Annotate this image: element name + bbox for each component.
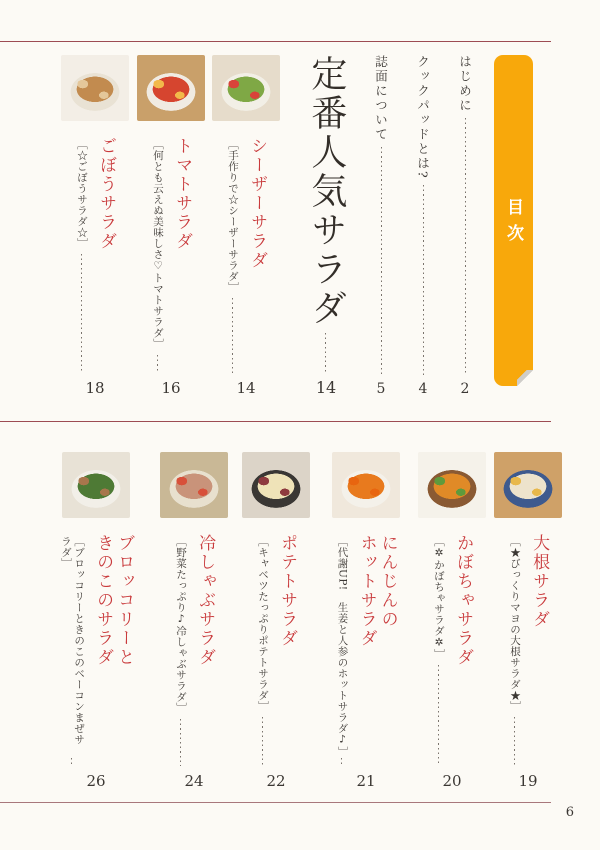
recipe-title-line: 冷しゃぶサラダ	[195, 534, 216, 667]
carrot-hot-salad-photo	[332, 452, 400, 518]
recipe-page-number: 26	[86, 772, 106, 790]
caesar-salad-photo	[212, 55, 280, 121]
recipe-title-line: 大根サラダ	[529, 534, 550, 629]
recipe-title-line: かぼちゃサラダ	[453, 534, 474, 667]
broccoli-mushroom-salad-photo	[62, 452, 130, 518]
chapter-page-number: 14	[315, 378, 337, 397]
toc-entry	[296, 55, 356, 397]
recipe-subtitle: ［野菜たっぷり♪冷しゃぶサラダ］	[175, 536, 188, 714]
recipe-title	[451, 534, 472, 766]
recipe-title	[527, 534, 548, 766]
toc-entry-title: はじめに	[457, 55, 473, 113]
recipe-text-columns	[59, 534, 133, 766]
recipe-title-line: にんじんの	[377, 534, 398, 629]
recipe-page-number: 19	[518, 772, 538, 790]
recipe-title-line: ブロッコリーと	[114, 534, 135, 667]
recipe-subtitle: ［手作りで☆シーザーサラダ］	[227, 139, 240, 293]
recipe-title-line: きのこのサラダ	[93, 534, 114, 667]
recipe-title-line: ホットサラダ	[356, 534, 377, 648]
dotted-leader	[262, 717, 263, 766]
toc-entry-page-number: 2	[460, 381, 470, 397]
toc-section-top	[40, 55, 480, 397]
recipe-subtitle: ［ブロッコリーときのこのベーコンまぜサラダ］	[59, 536, 86, 745]
recipe-page-number: 22	[266, 772, 286, 790]
recipe-subtitle-column	[256, 534, 269, 766]
dotted-leader	[180, 719, 181, 767]
recipe-subtitle-column	[75, 137, 88, 373]
dotted-leader	[341, 758, 342, 766]
toc-entry	[322, 452, 410, 790]
dotted-leader	[325, 333, 326, 372]
toc-entry	[450, 55, 480, 397]
recipe-text-columns	[432, 534, 472, 766]
toc-entry-title: 誌面について	[373, 55, 389, 142]
recipe-title	[245, 137, 266, 373]
recipe-subtitle-column	[432, 534, 445, 766]
dotted-leader	[157, 355, 158, 374]
dotted-leader	[81, 254, 82, 373]
recipe-subtitle: ［★びっくりマヨの大根サラダ★］	[509, 536, 522, 712]
recipe-title	[275, 534, 296, 766]
recipe-subtitle: ［キャベツたっぷりポテトサラダ］	[257, 536, 270, 712]
toc-entry	[210, 55, 282, 397]
toc-entry	[48, 452, 144, 790]
dotted-leader	[232, 298, 233, 373]
recipe-subtitle-column	[174, 534, 187, 766]
daikon-salad-photo	[494, 452, 562, 518]
dotted-leader	[465, 118, 466, 375]
toc-entry	[408, 55, 438, 397]
recipe-text-columns	[151, 137, 191, 373]
recipe-text-columns	[256, 534, 296, 766]
potato-salad-photo	[242, 452, 310, 518]
dotted-leader	[71, 758, 72, 766]
recipe-page-number: 20	[442, 772, 462, 790]
bottom-rule	[0, 802, 551, 803]
dotted-leader	[381, 147, 382, 375]
recipe-title-line: シーザーサラダ	[247, 137, 268, 270]
recipe-title-line: ポテトサラダ	[277, 534, 298, 648]
recipe-page-number: 14	[236, 379, 256, 397]
recipe-subtitle: ［代謝UP! 生姜と人参のホットサラダ♪］	[336, 536, 349, 758]
toc-entry	[136, 55, 206, 397]
toc-chapter-column	[307, 55, 345, 397]
toc-section-bottom	[34, 452, 564, 790]
chapter-title: 定番人気サラダ	[305, 55, 347, 328]
recipe-page-number: 21	[356, 772, 376, 790]
toc-entry	[492, 452, 564, 790]
recipe-text-columns	[226, 137, 266, 373]
recipe-page-number: 16	[161, 379, 181, 397]
toc-entry-column	[374, 55, 389, 397]
dotted-leader	[438, 665, 439, 766]
toc-entry-column	[416, 55, 431, 397]
recipe-subtitle: ［✲かぼちゃサラダ✲］	[433, 536, 446, 660]
recipe-subtitle: ［何とも云えぬ美味しさ♡トマトサラダ］	[152, 139, 165, 350]
tomato-salad-photo	[137, 55, 205, 121]
recipe-title	[355, 534, 397, 766]
toc-entry-page-number: 4	[418, 381, 428, 397]
recipe-subtitle-column	[59, 534, 85, 766]
page-fold-icon	[517, 370, 533, 386]
recipe-text-columns	[174, 534, 214, 766]
recipe-page-number: 24	[184, 772, 204, 790]
recipe-title	[94, 137, 115, 373]
recipe-subtitle-column	[508, 534, 521, 766]
recipe-subtitle-column	[151, 137, 164, 373]
toc-tab-label: 目次	[503, 197, 523, 250]
toc-entry-title: クックパッドとは?	[415, 55, 431, 180]
recipe-title	[91, 534, 133, 766]
recipe-text-columns	[75, 137, 115, 373]
toc-entry	[60, 55, 130, 397]
pumpkin-salad-photo	[418, 452, 486, 518]
page-number: 6	[565, 805, 574, 820]
top-rule	[0, 41, 551, 42]
toc-entry-column	[458, 55, 473, 397]
recipe-text-columns	[508, 534, 548, 766]
recipe-page-number: 18	[85, 379, 105, 397]
recipe-subtitle: ［☆ごぼうサラダ☆］	[76, 139, 89, 249]
recipe-subtitle-column	[335, 534, 348, 766]
toc-entry	[416, 452, 488, 790]
recipe-title-line: ごぼうサラダ	[96, 137, 117, 251]
dotted-leader	[514, 717, 515, 766]
recipe-title-line: トマトサラダ	[172, 137, 193, 251]
recipe-title	[170, 137, 191, 373]
dotted-leader	[423, 185, 424, 375]
recipe-subtitle-column	[226, 137, 239, 373]
toc-bookmark-tab	[494, 55, 533, 386]
recipe-text-columns	[335, 534, 396, 766]
toc-entry	[158, 452, 230, 790]
toc-entry-page-number: 5	[376, 381, 386, 397]
toc-entry	[366, 55, 396, 397]
chilled-pork-salad-photo	[160, 452, 228, 518]
toc-entry	[240, 452, 312, 790]
burdock-salad-photo	[61, 55, 129, 121]
middle-rule	[0, 421, 551, 422]
recipe-title	[193, 534, 214, 766]
